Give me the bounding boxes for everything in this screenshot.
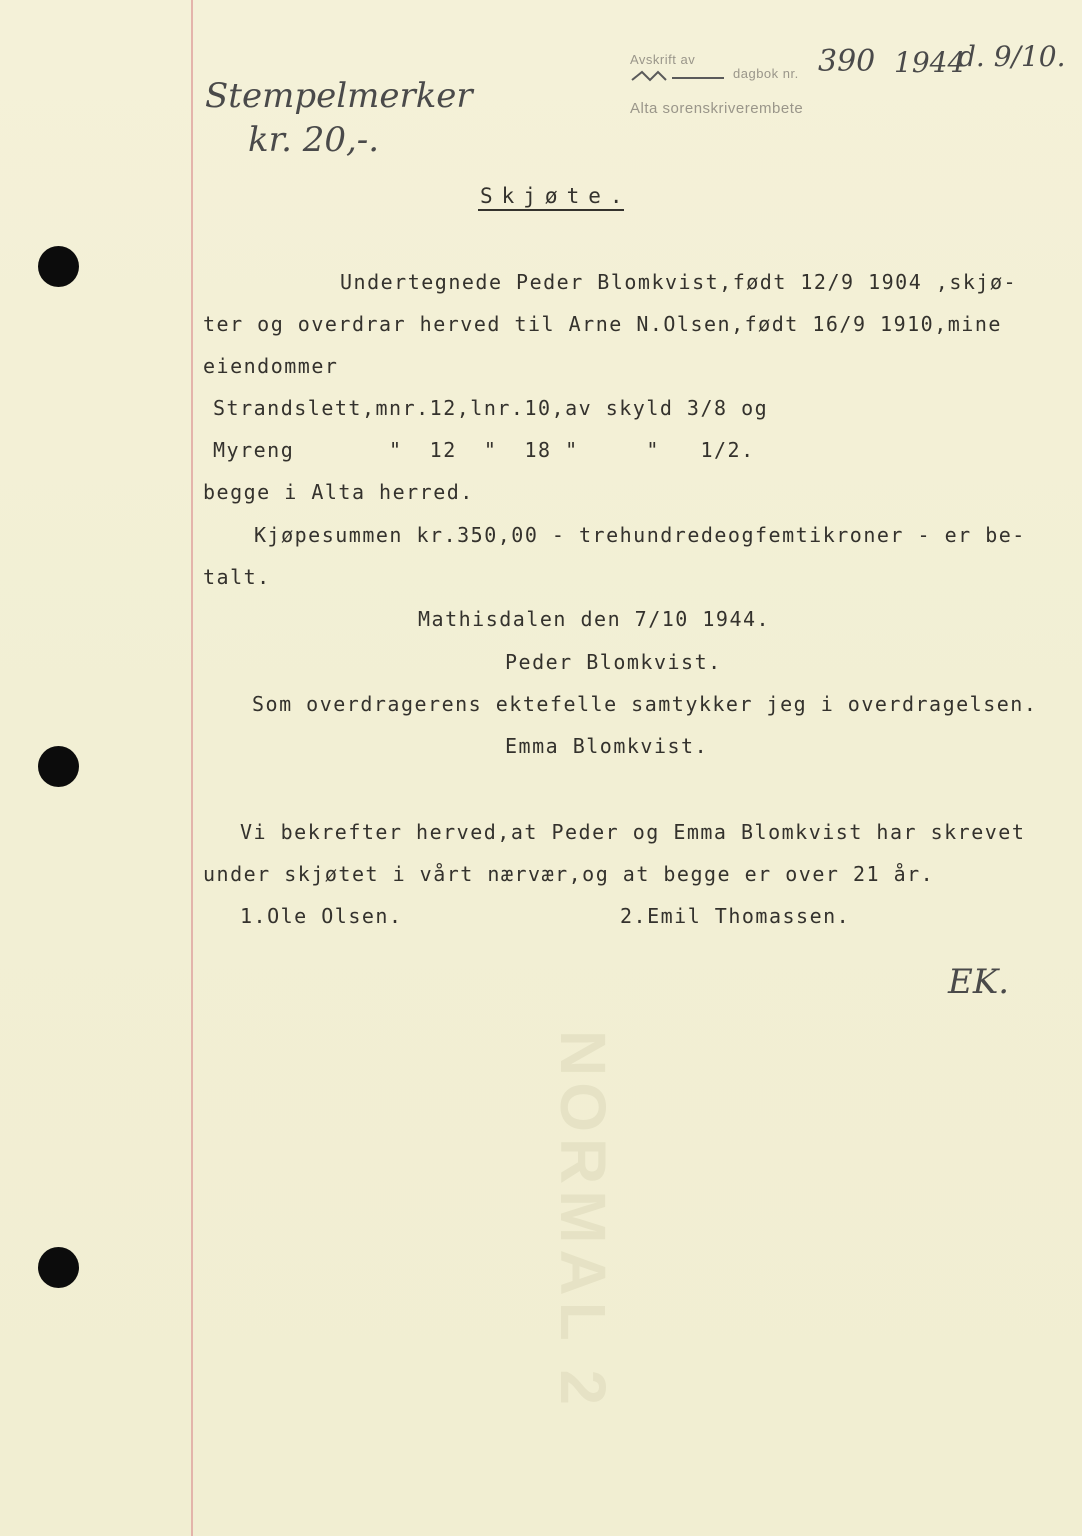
margin-line [191, 0, 193, 1536]
watermark: NORMAL 2 [547, 1030, 619, 1412]
stamp-dagbok: dagbok nr. [733, 66, 799, 81]
handwritten-stempelmerker: Stempelmerker [205, 76, 473, 116]
body-line: ter og overdrar herved til Arne N.Olsen,født 16/9 1910,mine [203, 312, 1002, 336]
consent-line: Som overdragerens ektefelle samtykker jeg i overdragelsen. [252, 692, 1038, 716]
document-title: Skjøte. [480, 184, 632, 208]
handwritten-date: d. 9/10. [958, 40, 1066, 73]
punch-hole [38, 746, 79, 787]
stamp-squiggle [628, 66, 728, 86]
witness-statement: Vi bekrefter herved,at Peder og Emma Blomkvist har skrevet [240, 820, 1026, 844]
handwritten-stamp-amount: kr. 20,-. [248, 120, 380, 160]
witness-1: 1.Ole Olsen. [240, 904, 403, 928]
property-line: Myreng " 12 " 18 " " 1/2. [213, 438, 755, 462]
seller-signature: Peder Blomkvist. [505, 650, 722, 674]
spouse-signature: Emma Blomkvist. [505, 734, 709, 758]
place-date-line: Mathisdalen den 7/10 1944. [418, 607, 771, 631]
punch-hole [38, 1247, 79, 1288]
handwritten-year: 1944 [894, 46, 966, 79]
punch-hole [38, 246, 79, 287]
body-line: Kjøpesummen kr.350,00 - trehundredeogfemtikroner - er be- [254, 523, 1026, 547]
witness-2: 2.Emil Thomassen. [620, 904, 851, 928]
body-line: eiendommer [203, 354, 339, 378]
witness-statement: under skjøtet i vårt nærvær,og at begge er over 21 år. [203, 862, 935, 886]
body-line: Undertegnede Peder Blomkvist,født 12/9 1904 ,skjø- [340, 270, 1018, 294]
property-line: Strandslett,mnr.12,lnr.10,av skyld 3/8 og [213, 396, 769, 420]
handwritten-dagbok-number: 390 [818, 44, 876, 79]
body-line: talt. [203, 565, 271, 589]
title-underline [478, 209, 624, 211]
body-line: begge i Alta herred. [203, 480, 474, 504]
handwritten-initials: EK. [948, 962, 1010, 1002]
stamp-avskrift: Avskrift av [630, 52, 696, 67]
stamp-office: Alta sorenskriverembete [630, 100, 804, 117]
